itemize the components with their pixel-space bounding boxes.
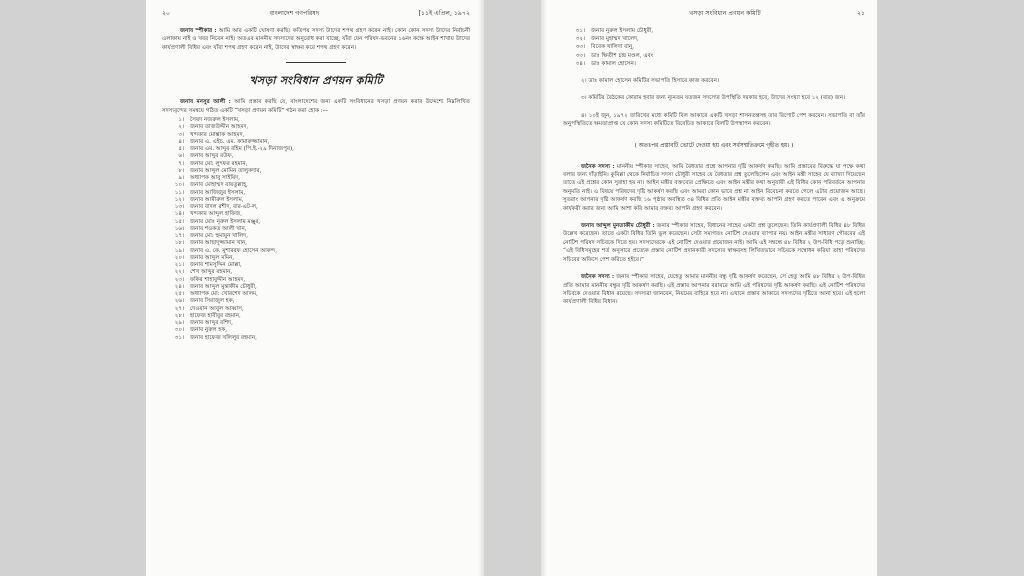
list-item-number: ৭।	[178, 160, 184, 167]
list-item-name: জনাব নুরুল ইসলাম চৌধুরী,	[591, 28, 654, 34]
list-item-name: জনাব আজিজুর ইসলাম,	[190, 189, 246, 196]
list-item-number: ২৫।	[174, 291, 184, 298]
right-running-head	[563, 8, 865, 19]
list-item	[162, 175, 470, 182]
list-item-number: ৫।	[178, 146, 184, 153]
list-item-name: জনাব আমীরুল ইসলাম,	[190, 196, 244, 203]
list-item-name: জনাব আব্দুর রশিদ,	[190, 320, 233, 327]
left-page	[146, 0, 484, 576]
list-item-name: জনাব আছাদুজ্জামান খান,	[190, 240, 248, 247]
list-item-number: ২।	[178, 124, 184, 131]
list-item	[162, 327, 470, 334]
list-item-name: জনাব মো: লুৎফর রহমান,	[190, 160, 248, 167]
gutter-shadow	[478, 0, 484, 576]
list-item-name: জনাব আব্দুল মমিন,	[190, 254, 235, 261]
right-running-title: খসড়া সংবিধান প্রণয়ন কমিটি	[689, 10, 761, 17]
list-item-name: ফকির শাহাবুদ্দীন আহমদ,	[190, 276, 246, 283]
list-item	[162, 132, 470, 139]
list-item	[563, 60, 865, 68]
list-item-number: ৩১।	[575, 28, 585, 34]
list-item-number: ১৪।	[174, 211, 184, 218]
list-item-number: ১৯।	[174, 247, 184, 254]
list-item	[162, 320, 470, 327]
list-item-name: বিবেক খালিদা বানু,	[591, 44, 635, 51]
speaker-name: জনাব মনসুর আলী :	[180, 99, 231, 106]
paragraph-text: আমি আর একটি ঘোষণা করছি। কতিপয় সদস্য উাদের শপথ গ্রহণ করেন নাই। কোন কোন সদস্য উাদের নির্বাচনী এলাকায় নাই ও খবর নিবেন নাই। অতএব মাননীয় সদস্যদের অনুরোধ করা যাচ্ছে, যাঁরা যেন পরিষদ-ভবনের ১৬নং কক্ষে আইন শাখায় উাদের কার্যপ্রণালী বিধির এবং যাঁরা শপথ গ্রহণ করেন নাই, উাদের স্বাক্ষর করে শপথ গ্রহণ করেন।	[162, 28, 471, 51]
speaker-name: জনাব আব্দুল মুনতাকীম চৌধুরী :	[581, 223, 655, 230]
section-divider	[286, 62, 346, 63]
clause-2: ২। ডাঃ কামাল হোসেন কমিটির সভাপতি হিসাবে কাজ করবেন।	[581, 78, 720, 85]
committee-member-list-continued	[563, 27, 865, 68]
list-item-number: ৬।	[178, 153, 184, 160]
list-item-name: জনাব আব্দুর রউফ,	[190, 153, 234, 160]
list-item-name: ডাঃ কামাল হোসেন।	[591, 60, 636, 67]
left-date: [১১ই এপ্রিল, ১৯৭২	[418, 10, 470, 17]
list-item-number: ৩৪।	[575, 60, 585, 67]
list-item-number: ১১।	[174, 189, 184, 196]
list-item-number: ৮।	[178, 167, 184, 174]
list-item	[162, 284, 470, 291]
list-item-name: শেখ আব্দুর রহমান,	[190, 269, 233, 276]
list-item	[162, 298, 470, 305]
list-item-name: জনাব মোঃ নূরুল ইসলাম মঞ্জুর,	[190, 218, 261, 225]
paragraph-text: জনাব স্পীকার সাহেব, বিধানের সাহেব একটা প্রশ্ন তুলেছেন। তিনি কার্যপ্রণালী বিধির ৪৮ বিধির উল্লেখ করেছেন। তাতে একটা বিধির তিনি ভুল করেছেন। সেটা সম্যগতঃ নোটিশ দেওয়ার ব্যাপার নয়। আইন মন্ত্রীর সাধারণ গৌরবের এই নোটিশ পরিষদ সচিবকে দিতে হয়। সদস্যদেরকে এই নোটিশ দেওয়ার প্রয়োজন নাই। আমি এই সম্বন্ধে ৪৮ বিধির ২ উপ-বিধি পড়ে শুনাচ্ছি: “এই বিধিসমূহের শর্ত অনুসারে প্রত্যেক প্রস্তাব নোটিশ প্রদানকারী সদস্যের স্বাক্ষরসহ লিখিতভাবে সচিবকে সম্বোধন করিয়া তাহা পরিষদের সচিবের অফিসে পেশ করিতে হইবে।”	[563, 223, 866, 263]
list-item-number: ২৯।	[174, 320, 184, 327]
list-item-number: ১২।	[174, 196, 184, 203]
paragraph-member-1	[563, 163, 865, 213]
list-item-number: ১৬।	[174, 225, 184, 232]
list-item	[162, 219, 470, 226]
list-item-name: হাফেজ হাবীবুর রহমান,	[190, 312, 241, 319]
committee-member-list	[162, 117, 470, 342]
list-item-name: জনাব এ. কে. মুশাররফ হোসেন আকন্দ,	[190, 247, 278, 254]
list-item-name: জনাব এম. আব্দুর রহিম (পি.ই.-২৯ দিনাজপুর),	[190, 146, 294, 153]
list-item	[162, 153, 470, 160]
list-item	[162, 168, 470, 175]
right-page	[541, 0, 877, 576]
speaker-name: জনৈক সদস্য :	[581, 274, 615, 281]
list-item-name: জনাব মোহাম্মদ বায়তুল্লাহ্,	[190, 182, 248, 189]
list-item-name: জনাব নুরুল হক,	[190, 327, 228, 334]
list-item-number: ১৩।	[174, 204, 184, 211]
list-item-number: ২২।	[174, 269, 184, 276]
list-item-number: ২১।	[174, 262, 184, 269]
clause-3: ৩। কমিটির বৈঠকের কোরাম হবার জন্য ন্যূনতম যতজন সদস্যের উপস্থিতি দরকার হবে, উাদের সংখ্যা হবে ১২ (বার) জন।	[581, 95, 846, 102]
list-item-number: ২৬।	[174, 298, 184, 305]
list-item-number: ৪।	[178, 138, 184, 145]
list-item-name: খন্দকার আব্দুল হাফিজ,	[190, 211, 242, 218]
list-item-number: ২০।	[174, 254, 184, 261]
list-item-number: ২৭।	[174, 305, 184, 312]
procedural-note: ( অতঃপর প্রস্তাবটি ভোটে দেওয়া হয় এবং সর্বসম্মতিক্রমে গৃহীত হয়। )	[634, 142, 794, 149]
list-item-name: জনাব তাজউদ্দীন আহমদ,	[190, 124, 249, 131]
paragraph-speaker-announcement	[162, 27, 470, 52]
clause-4: ৪। ১০ই জুন, ১৯৭২ তারিখের মধ্যে কমিটি বিল আকারে একটি খসড়া শাসনতন্ত্রসহ তার রিপোর্ট পেশ করবেন। সভাপতি বা তাঁর অনুপস্থিতিতে ক্ষমতাপ্রাপ্ত যে কোন সদস্য কমিটিতে বিবেচিত আকারে বিলটি উপস্থাপন করবেন।	[563, 112, 865, 128]
gutter-shadow	[541, 0, 547, 576]
list-item	[162, 124, 470, 131]
list-item-name: জনাব আব্দুল মোমিন তালুকদার,	[190, 167, 262, 174]
list-item-number: ৩০।	[174, 327, 184, 334]
list-item-name: অধ্যাপক মো: খোরশেদ আলম,	[190, 291, 258, 298]
list-item-name: অধ্যাপক আবু সাইয়িদ,	[190, 175, 240, 182]
list-item-name: খন্দকার মোশ্তাক আহমদ,	[190, 131, 245, 138]
right-page-number: ২১	[856, 10, 865, 17]
list-item-name: জনাব আব্দুল মুন্তাকীম চৌধুরী,	[190, 283, 257, 290]
list-item-number: ১।	[178, 117, 184, 124]
list-item-number: ১৮।	[174, 240, 184, 247]
list-item	[162, 190, 470, 197]
list-item-number: ৩১।	[174, 334, 184, 341]
list-item	[162, 335, 470, 342]
list-item-name: জনাব মুহাম্মদ খালেদ,	[591, 36, 639, 43]
list-item	[162, 306, 470, 313]
list-item	[162, 240, 470, 247]
speaker-name: জনৈক সদস্য :	[581, 163, 615, 170]
list-item-number: ৩২।	[575, 36, 585, 43]
list-item-name: দেওয়ান আবুল আব্বাস,	[190, 305, 244, 312]
speaker-name: জনাব স্পীকার :	[180, 28, 217, 34]
list-item-name: জনাব সিরাজুল হক,	[190, 298, 235, 305]
paragraph-text: আমি প্রস্তাব করছি যে, বাংলাদেশের জন্য একটি সংবিধানের খসড়া প্রণয়ন করার উদ্দেশ্যে নিম্নলিখিত সদস্যবৃন্দের সমন্বয়ে গঠিত একটি “খসড়া প্রণয়ন কমিটি” গঠন করা হোক :—	[162, 99, 471, 114]
list-item-name: ডাঃ ক্ষিতীশ চন্দ্র মণ্ডল, এবং	[591, 52, 654, 59]
list-item-name: সৈয়দ নজরুল ইসলাম,	[190, 117, 240, 124]
paragraph-text: জনাব স্পীকার সাহেব, যেহেতু আমার মাননীয় বন্ধু দৃষ্টি আকর্ষণ করেছেন, সে হেতু আমি ৪৮ বিধির ২ উপ-বিধির প্রতি আমার মাননীয় বন্ধুর দৃষ্টি আকর্ষণ করছি। এই প্রস্তাব আপনার বরাবরে আমি এই পরিষদের দৃষ্টি আকর্ষণ করছি। এই নোটিশ পরিষদের সচিবকে দেওয়ার বিধান রয়েছে। সদস্যরা জানবেন, নিয়মের বাহিরে হবে না। এখানে প্রস্তাব আকারে সদস্যদের দৃষ্টিতে আনা হবে। এই হলো কার্যপ্রণালী বিধির বিধান।	[563, 274, 865, 306]
left-running-title: বাংলাদেশ গণপরিষদ	[269, 10, 320, 17]
list-item	[162, 233, 470, 240]
list-item-number: ১৫।	[174, 218, 184, 225]
list-item	[563, 43, 865, 51]
list-item	[162, 182, 470, 189]
paragraph-member-2	[563, 222, 865, 264]
list-item-number: ৯।	[178, 175, 184, 182]
list-item-number: ৩৩।	[575, 44, 585, 51]
list-item-number: ১০।	[174, 182, 184, 189]
list-item	[563, 27, 865, 35]
list-item-number: ২৪।	[174, 283, 184, 290]
left-page-number: ২০	[162, 10, 171, 17]
list-item	[162, 313, 470, 320]
list-item	[162, 277, 470, 284]
list-item-name: জনাব মো: হুমায়ুন খালিদ,	[190, 233, 249, 240]
list-item-name: জনাব শামসুদ্দিন মোল্লা,	[190, 262, 242, 269]
list-item	[162, 197, 470, 204]
paragraph-text: মাননীয় স্পীকার সাহেব, আমি বৈধতার প্রশ্নে আপনার দৃষ্টি আকর্ষণ করছি। আমি প্রস্তাবের বিরুদ্ধে যা পক্ষে কথা বলার জন্য দাঁড়াইনি। কুমিল্লা থেকে নির্বাচিত সদস্য চৌধুরী সাহেব যে বৈধতার প্রশ্ন তুলেছিলেন এবং আইন মন্ত্রী সাহেব যে ব্যাখ্যা দিয়েছেন তাতে এই প্রশ্নের কোন সুরাহা হয় না। আইন মন্ত্রীর বক্তব্যের প্রেক্ষিতে এবং আইন মন্ত্রীর কথা অনুযায়ী এই বিধির কোন পরিবর্তনে আপনার অনুমতি নাই। এ বিষয়ে পরিষদের দৃষ্টি আকর্ষণ করছি এবং আমরা কোন ভাবে প্রশ্ন না আইন বিবেচনা করতে গেলে এটার প্রয়োজন আছে। সুতরাং আপনার দৃষ্টি আকর্ষণ করছি ১৬ পৃষ্ঠায় অবস্থিত ৩৪ বিধির প্রতি আইন মন্ত্রীর বক্তব্য আপনি গ্রহণ করতে পারেন এবং এ অনুক্রমে কার্যকরী করার জন্য আমি আশা করি আমার বক্তব্য আপনি গ্রহণ করবেন।	[563, 163, 865, 212]
list-item-number: ৩৩।	[575, 52, 585, 59]
list-item-number: ৩।	[178, 131, 184, 138]
section-heading: খসড়া সংবিধান প্রণয়ন কমিটি	[249, 74, 383, 88]
list-item	[162, 269, 470, 276]
list-item	[162, 226, 470, 233]
list-item	[162, 248, 470, 255]
left-running-head	[162, 8, 470, 19]
list-item	[162, 211, 470, 218]
list-item-name: জনাব বাদল রশীদ, বার-এট-ল,	[190, 204, 258, 211]
list-item-name: জনাব হাফেজ খলিলুর রহমান,	[190, 334, 257, 341]
list-item-number: ১৭।	[174, 233, 184, 240]
list-item-name: জনাব শওকত আলী খান,	[190, 225, 247, 232]
list-item	[162, 255, 470, 262]
list-item-number: ২৩।	[174, 276, 184, 283]
paragraph-motion	[162, 98, 470, 115]
list-item	[563, 35, 865, 43]
list-item	[162, 262, 470, 269]
list-item	[563, 52, 865, 60]
list-item	[162, 161, 470, 168]
list-item-name: জনাব এ. এইচ. এম. কামারুজ্জামান,	[190, 138, 270, 145]
list-item	[162, 139, 470, 146]
list-item-number: ২৮।	[174, 312, 184, 319]
paragraph-member-3	[563, 273, 865, 307]
